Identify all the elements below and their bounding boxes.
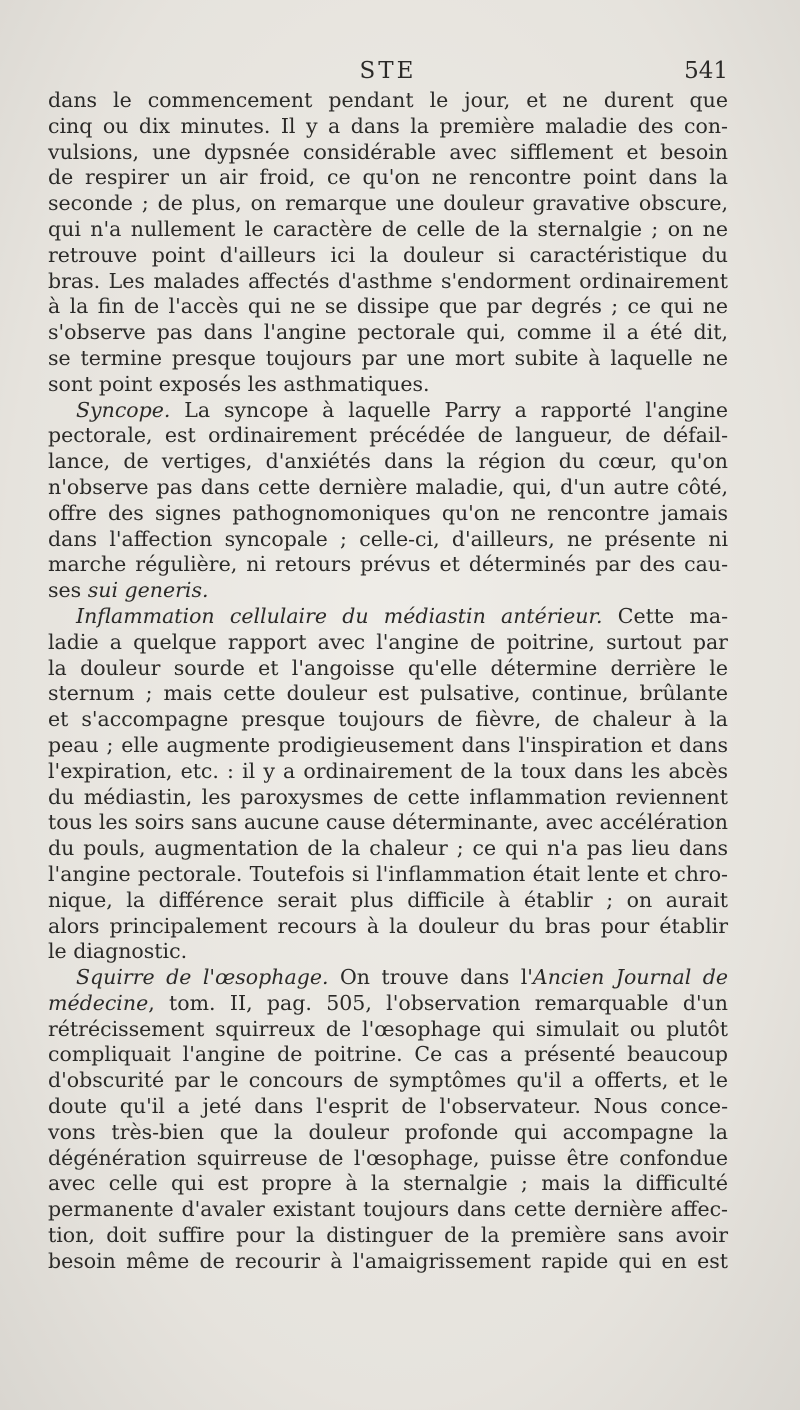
text-line: dégénération squirreuse de l'œsophage, puisse être confondue: [48, 1145, 728, 1170]
text-line: tion, doit suffire pour la distinguer de la première sans avoir: [48, 1223, 728, 1248]
text-line: peau ; elle augmente prodigieusement dans l'inspiration et dans: [48, 732, 728, 757]
text-line: la douleur sourde et l'angoisse qu'elle détermine derrière le: [48, 655, 728, 680]
text-line: rétrécissement squirreux de l'œsophage qui simulait ou plutôt: [48, 1016, 728, 1041]
text-line: ladie a quelque rapport avec l'angine de poitrine, surtout par: [48, 629, 728, 654]
text-line: tous les soirs sans aucune cause déterminante, avec accélération: [48, 810, 728, 835]
text-line: du pouls, augmentation de la chaleur ; ce qui n'a pas lieu dans: [48, 836, 728, 861]
paragraph-syncope-start: [48, 398, 728, 424]
text-line: lance, de vertiges, d'anxiétés dans la région du cœur, qu'on: [48, 449, 728, 474]
text-line: s'observe pas dans l'angine pectorale qui, comme il a été dit,: [48, 320, 728, 345]
text-line: et s'accompagne presque toujours de fièvre, de chaleur à la: [48, 707, 728, 732]
text-line: [48, 578, 728, 604]
text-line: du médiastin, les paroxysmes de cette inflammation reviennent: [48, 784, 728, 809]
text-line: pectorale, est ordinairement précédée de langueur, de défail-: [48, 423, 728, 448]
text-line: avec celle qui est propre à la sternalgie ; mais la difficulté: [48, 1171, 728, 1196]
italic-sui-generis: sui generis.: [87, 578, 209, 603]
text-line: sont point exposés les asthmatiques.: [48, 371, 430, 396]
page-number: 541: [684, 58, 728, 84]
text-line: permanente d'avaler existant toujours dans cette dernière affec-: [48, 1197, 728, 1222]
body-text: [48, 88, 728, 1275]
text-line: retrouve point d'ailleurs ici la douleur si caractéristique du: [48, 242, 728, 267]
text-line: marche régulière, ni retours prévus et déterminés par des cau-: [48, 552, 728, 577]
section-heading-squirre: Squirre de l'œsophage.: [76, 965, 329, 990]
text-line: compliquait l'angine de poitrine. Ce cas a présenté beaucoup: [48, 1042, 728, 1067]
text-line: doute qu'il a jeté dans l'esprit de l'observateur. Nous conce-: [48, 1094, 728, 1119]
text-line: dans l'affection syncopale ; celle-ci, d'ailleurs, ne présente ni: [48, 526, 728, 551]
text-line: de respirer un air froid, ce qu'on ne rencontre point dans la: [48, 165, 728, 190]
text-line: l'expiration, etc. : il y a ordinairement de la toux dans les abcès: [48, 758, 728, 783]
text-line: à la fin de l'accès qui ne se dissipe que par degrés ; ce qui ne: [48, 294, 728, 319]
text-run: Cette ma-: [617, 603, 728, 628]
text-run: , tom. II, pag. 505, l'observation remarquable d'un: [148, 990, 728, 1015]
text-line: n'observe pas dans cette dernière maladie, qui, d'un autre côté,: [48, 474, 728, 499]
text-line: l'angine pectorale. Toutefois si l'inflammation était lente et chro-: [48, 861, 728, 886]
text-line: cinq ou dix minutes. Il y a dans la première maladie des con-: [48, 113, 728, 138]
text-line: besoin même de recourir à l'amaigrissement rapide qui en est: [48, 1248, 728, 1273]
text-line: [48, 991, 728, 1017]
paragraph-inflammation-start: [48, 604, 728, 630]
text-line: d'obscurité par le concours de symptômes qu'il a offerts, et le: [48, 1068, 728, 1093]
text-run: On trouve dans l': [339, 965, 533, 990]
section-heading-inflammation: Inflammation cellulaire du médiastin antérieur.: [76, 603, 603, 628]
journal-title-end: médecine: [48, 990, 149, 1015]
text-line: sternum ; mais cette douleur est pulsative, continue, brûlante: [48, 681, 728, 706]
text-line: vulsions, une dypsnée considérable avec sifflement et besoin: [48, 139, 728, 164]
section-heading-syncope: Syncope.: [76, 397, 171, 422]
journal-title: Ancien Journal de: [532, 965, 728, 990]
text-line: dans le commencement pendant le jour, et ne durent que: [48, 88, 728, 112]
text-line: le diagnostic.: [48, 939, 188, 964]
text-line: vons très-bien que la douleur profonde qui accompagne la: [48, 1119, 728, 1144]
text-line: seconde ; de plus, on remarque une douleur gravative obscure,: [48, 191, 728, 216]
text-run: La syncope à laquelle Parry a rapporté l'angine: [184, 397, 728, 422]
text-line: bras. Les malades affectés d'asthme s'endorment ordinairement: [48, 268, 728, 293]
text-run: ses: [48, 578, 82, 603]
text-line: se termine presque toujours par une mort subite à laquelle ne: [48, 345, 728, 370]
page-header: [48, 58, 728, 88]
text-line: alors principalement recours à la douleur du bras pour établir: [48, 913, 728, 938]
running-head: STE: [359, 58, 417, 84]
text-line: nique, la différence serait plus difficile à établir ; on aurait: [48, 887, 728, 912]
text-line: qui n'a nullement le caractère de celle de la sternalgie ; on ne: [48, 216, 728, 241]
paragraph-squirre-start: [48, 965, 728, 991]
text-line: offre des signes pathognomoniques qu'on ne rencontre jamais: [48, 500, 728, 525]
